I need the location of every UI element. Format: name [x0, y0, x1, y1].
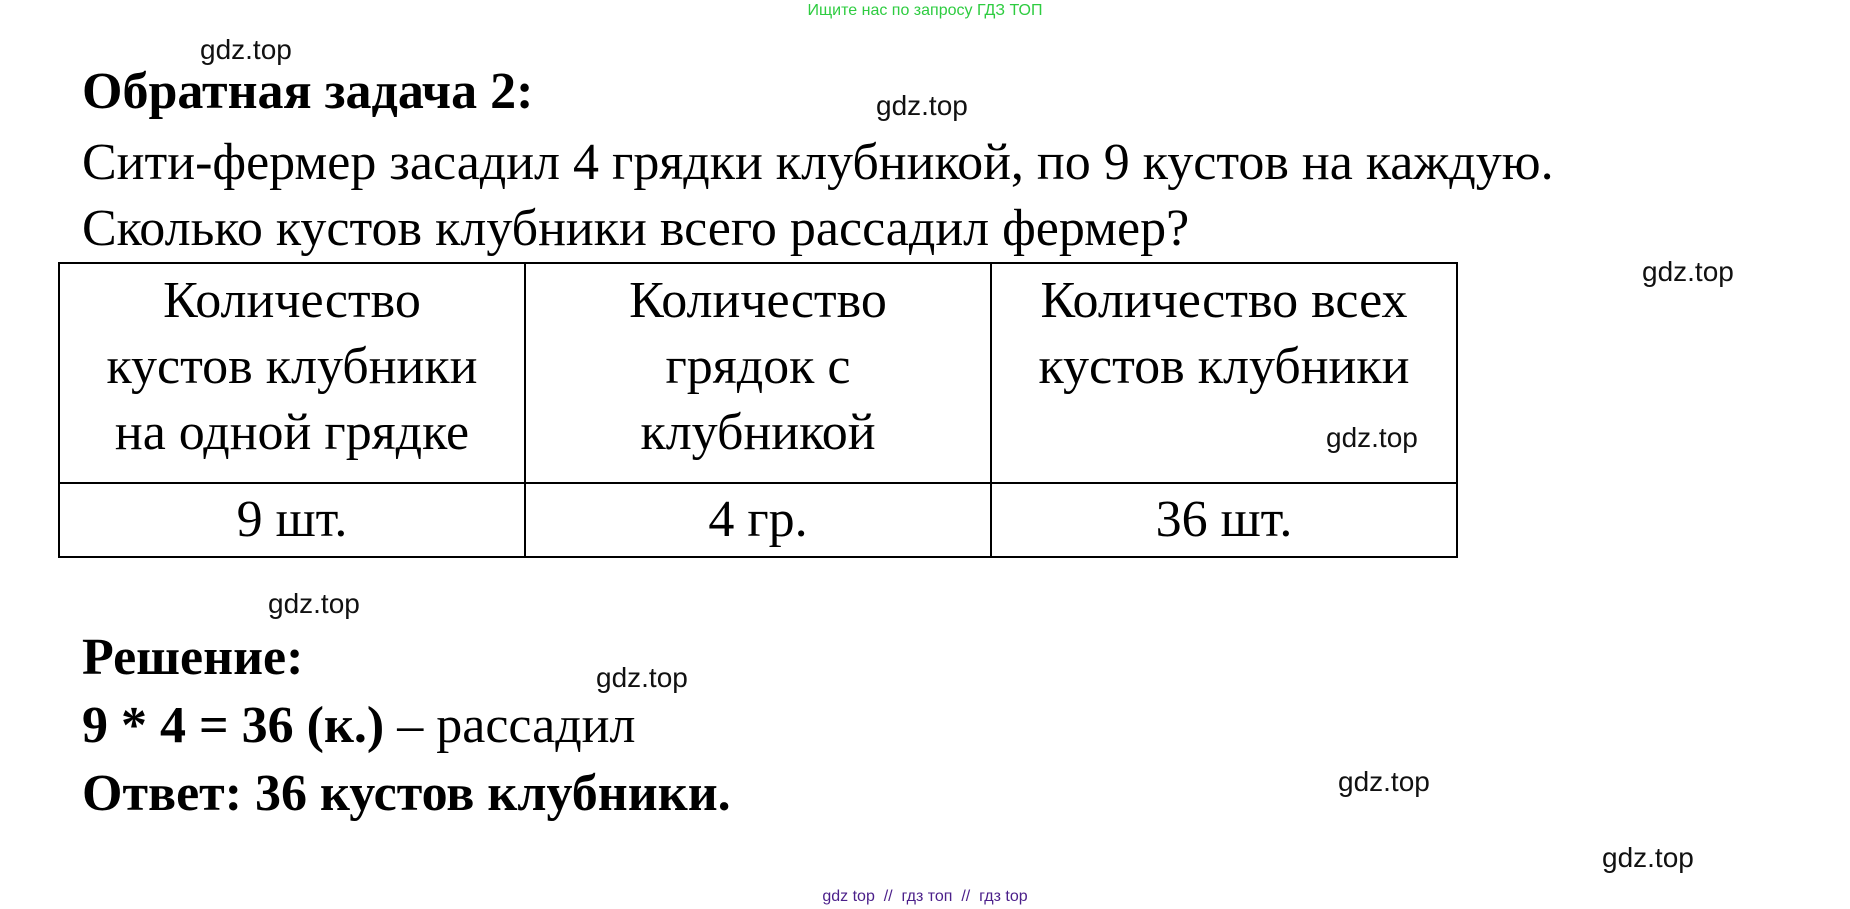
watermark: gdz.top — [1602, 842, 1694, 873]
solution-expression: 9 * 4 = 36 (к.) — [82, 697, 385, 754]
problem-text — [82, 130, 1554, 262]
footer-links — [0, 888, 1850, 906]
watermark: gdz.top — [1642, 256, 1734, 287]
problem-title: Обратная задача 2: — [82, 63, 534, 120]
solution-comment: – рассадил — [384, 697, 636, 754]
header-beds-count: Количество грядок с клубникой — [525, 263, 991, 483]
solution-line — [82, 695, 635, 757]
footer-link[interactable]: gdz top — [822, 888, 875, 905]
table-cell: 36 шт. — [991, 483, 1457, 557]
watermark: gdz.top — [1326, 422, 1418, 453]
table-header-row — [59, 263, 1457, 483]
footer-link[interactable]: гдз топ — [901, 888, 953, 905]
table-cell: 4 гр. — [525, 483, 991, 557]
watermark: gdz.top — [596, 662, 688, 693]
watermark: gdz.top — [1338, 766, 1430, 797]
watermark: gdz.top — [876, 90, 968, 121]
header-bushes-per-bed: Количество кустов клубники на одной грядке — [59, 263, 525, 483]
header-total-bushes: Количество всех кустов клубники — [991, 263, 1457, 483]
problem-line: Сити-фермер засадил 4 грядки клубникой, по 9 кустов на каждую. — [82, 134, 1554, 191]
watermark: gdz.top — [200, 34, 292, 65]
solution-heading: Решение: — [82, 629, 304, 686]
answer-line: Ответ: 36 кустов клубники. — [82, 765, 731, 822]
table-cell: 9 шт. — [59, 483, 525, 557]
problem-line: Сколько кустов клубники всего рассадил фермер? — [82, 200, 1190, 257]
footer-link[interactable]: гдз top — [979, 888, 1028, 905]
footer-separator: // — [883, 888, 893, 905]
table-row — [59, 483, 1457, 557]
footer-separator: // — [961, 888, 971, 905]
watermark: gdz.top — [268, 588, 360, 619]
search-hint-link[interactable]: Ищите нас по запросу ГДЗ ТОП — [807, 2, 1043, 19]
data-table — [58, 262, 1458, 558]
